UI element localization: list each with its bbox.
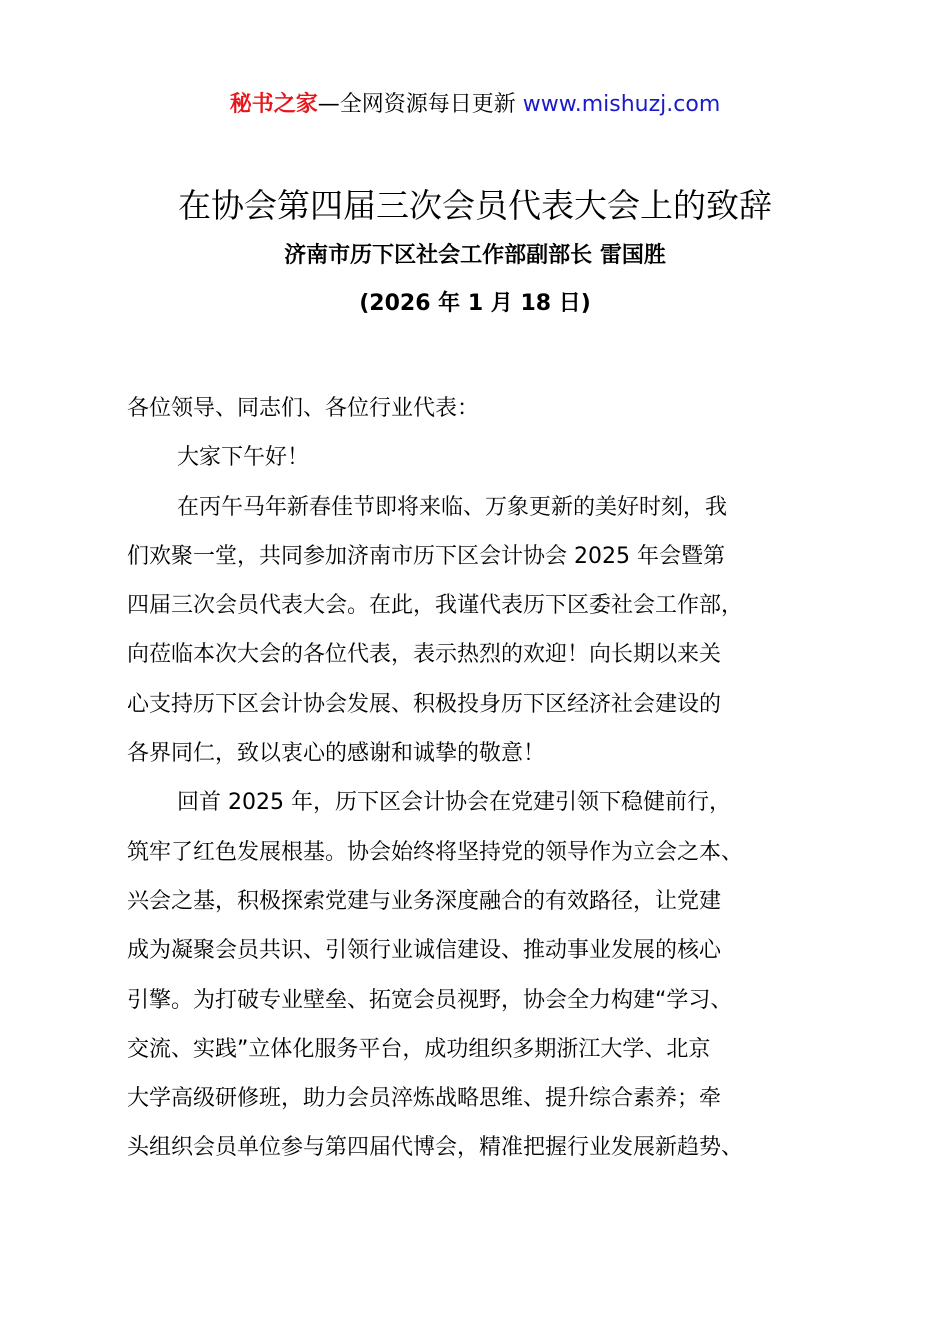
body-line: 大家下午好！ [177, 445, 310, 471]
document-title: 在协会第四届三次会员代表大会上的致辞 [178, 186, 772, 225]
body-line: 各位领导、同志们、各位行业代表： [127, 396, 480, 421]
body-line: 成为凝聚会员共识、引领行业诚信建设、推动事业发展的核心 [127, 938, 722, 964]
body-line: 们欢聚一堂，共同参加济南市历下区会计协会 2025 年会暨第 [127, 543, 725, 569]
document-author: 济南市历下区社会工作部副部长 雷国胜 [284, 243, 666, 268]
body-line: 心支持历下区会计协会发展、积极投身历下区经济社会建设的 [127, 691, 722, 717]
site-url-link[interactable]: www.mishuzj.com [522, 92, 721, 117]
body-line: 各界同仁，致以衷心的感谢和诚挚的敬意！ [127, 741, 546, 767]
body-line: 向莅临本次大会的各位代表，表示热烈的欢迎！向长期以来关 [127, 642, 722, 668]
document-body [127, 384, 867, 1173]
body-line: 回首 2025 年，历下区会计协会在党建引领下稳健前行， [177, 790, 731, 816]
body-line: 在丙午马年新春佳节即将来临、万象更新的美好时刻，我 [177, 494, 728, 520]
brand-name: 秘书之家 [229, 92, 318, 117]
body-line: 大学高级研修班，助力会员淬炼战略思维、提升综合素养；牵 [127, 1086, 722, 1112]
body-line: 交流、实践”立体化服务平台，成功组织多期浙江大学、北京 [127, 1036, 711, 1062]
document-date: (2026 年 1 月 18 日) [359, 291, 591, 316]
body-line: 筑牢了红色发展根基。协会始终将坚持党的领导作为立会之本、 [127, 839, 744, 865]
body-line: 四届三次会员代表大会。在此，我谨代表历下区委社会工作部， [127, 593, 744, 619]
body-line: 引擎。为打破专业壁垒、拓宽会员视野，协会全力构建“学习、 [127, 987, 733, 1013]
banner-tagline: —全网资源每日更新 [317, 92, 516, 117]
site-banner [0, 88, 950, 122]
body-line: 兴会之基，积极探索党建与业务深度融合的有效路径，让党建 [127, 888, 722, 914]
body-line: 头组织会员单位参与第四届代博会，精准把握行业发展新趋势、 [127, 1135, 744, 1161]
